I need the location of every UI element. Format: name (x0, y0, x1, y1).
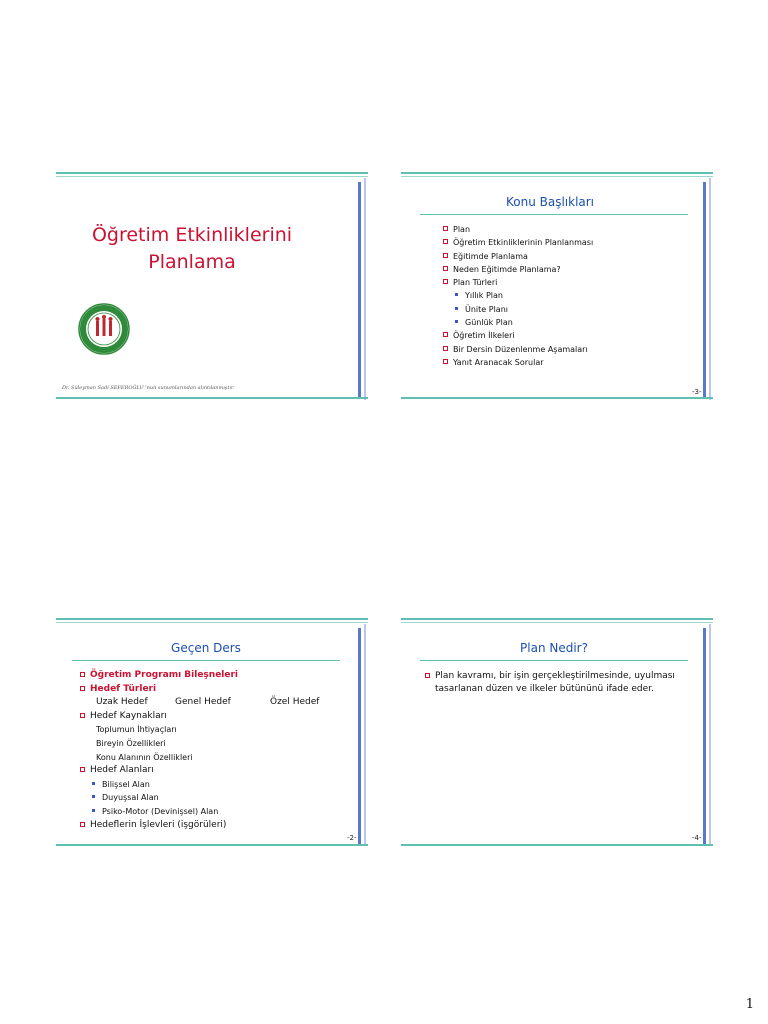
list-item: Öğretim Programı Bileşneleri (80, 669, 350, 683)
document-page-number: 1 (745, 997, 754, 1012)
list-item: Plan Türleri (443, 276, 693, 289)
slide2-title: Konu Başlıkları (505, 195, 595, 209)
slide3-title: Geçen Ders (171, 641, 241, 655)
slide4-side-bar (703, 628, 706, 844)
slide1-title-line2: Planlama (148, 251, 236, 273)
list-subitem: Günlük Plan (443, 316, 693, 329)
slide4-content-list (425, 670, 695, 695)
list-item: Hedef Türleri (80, 683, 350, 697)
list-item: Eğitimde Planlama (443, 250, 693, 263)
slide1-title-line1: Öğretim Etkinliklerini (91, 224, 293, 246)
slide1-footer-note: Dr. Süleyman Sadi SEFEROĞLU 'nun sunumlarından alıntılanmıştır. (62, 385, 235, 391)
list-item: Plan kavramı, bir işin gerçekleştirilmesinde, uyulması tasarlanan düzen ve ilkeler bütününü ifade eder. (425, 670, 695, 695)
slide4-title: Plan Nedir? (520, 641, 588, 655)
slide4-bottom-rule (401, 844, 713, 846)
list-subitem: Bilişsel Alan (80, 778, 350, 792)
list-item: Hedef Alanları (80, 764, 350, 778)
slide4-top-rule (401, 618, 713, 620)
list-item: Hedef Kaynakları (80, 710, 350, 724)
list-subitem: Duyuşsal Alan (80, 791, 350, 805)
list-item: Öğretim Etkinliklerinin Planlanması (443, 236, 693, 249)
slide4-title-underline (420, 660, 688, 661)
list-subitem: Ünite Planı (443, 303, 693, 316)
list-item: Bir Dersin Düzenlenme Aşamaları (443, 343, 693, 356)
slide4-top-rule-thin (401, 622, 713, 623)
hedef-type: Genel Hedef (175, 697, 231, 708)
list-item: Yanıt Aranacak Sorular (443, 356, 693, 369)
list-item: Öğretim İlkeleri (443, 329, 693, 342)
slide2-page-number: -3- (692, 388, 702, 396)
list-subitem: Bireyin Özellikleri (96, 738, 166, 748)
list-item: Plan (443, 223, 693, 236)
list-subitem: Toplumun İhtiyaçları (96, 725, 177, 735)
list-item: Neden Eğitimde Planlama? (443, 263, 693, 276)
slide4-page-number: -4- (692, 834, 702, 842)
list-item: Hedeflerin İşlevleri (işgörüleri) (80, 819, 350, 833)
list-subitem: Psiko-Motor (Devinişsel) Alan (80, 805, 350, 819)
slide4-side-bar-thin (709, 624, 711, 846)
hedef-type: Uzak Hedef (96, 697, 148, 708)
list-subitem: Yıllık Plan (443, 289, 693, 302)
list-subitem: Konu Alanının Özellikleri (96, 752, 193, 762)
slide3-page-number: -2- (347, 834, 357, 842)
hedef-type: Özel Hedef (270, 697, 320, 708)
